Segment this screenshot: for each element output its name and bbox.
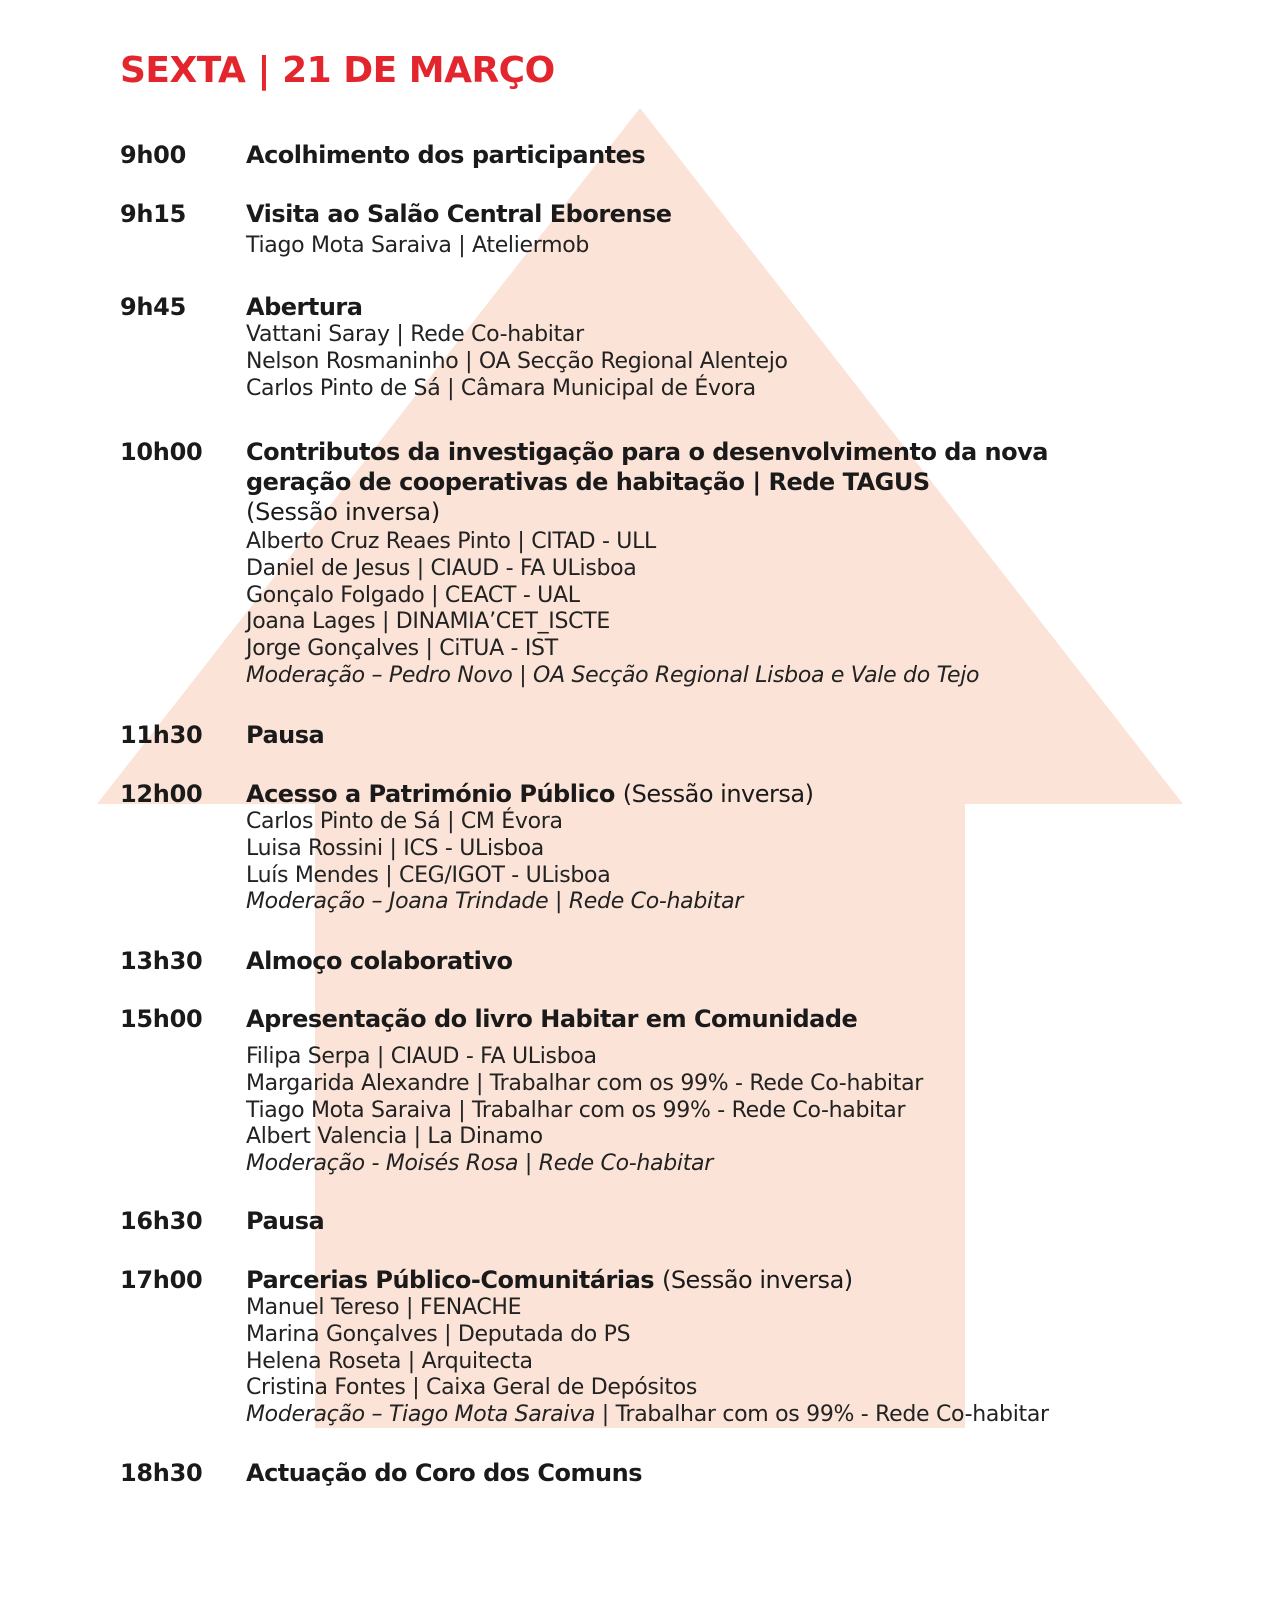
- moderator: Moderação – Pedro Novo | OA Secção Regional Lisboa e Vale do Tejo: [246, 662, 980, 688]
- session-time: 12h00: [120, 780, 203, 808]
- speaker: Margarida Alexandre | Trabalhar com os 99% - Rede Co-habitar: [246, 1070, 923, 1096]
- session-title: Abertura: [246, 293, 363, 321]
- session-title: Pausa: [246, 1207, 325, 1235]
- speaker: Luís Mendes | CEG/IGOT - ULisboa: [246, 862, 611, 888]
- session-note: (Sessão inversa): [246, 498, 440, 526]
- session-title: Acesso a Património Público: [246, 780, 615, 808]
- schedule-item: [120, 1265, 1250, 1429]
- session-time: 9h15: [120, 200, 186, 228]
- session-time: 13h30: [120, 947, 203, 975]
- session-title: Parcerias Público-Comunitárias: [246, 1266, 655, 1294]
- speaker: Alberto Cruz Reaes Pinto | CITAD - ULL: [246, 529, 657, 554]
- speaker: Carlos Pinto de Sá | Câmara Municipal de Évora: [246, 375, 756, 401]
- speaker: Tiago Mota Saraiva | Trabalhar com os 99% - Rede Co-habitar: [246, 1097, 906, 1123]
- schedule-item: [120, 946, 1250, 976]
- schedule-item: [120, 779, 1250, 916]
- speaker: Tiago Mota Saraiva | Ateliermob: [246, 233, 590, 258]
- speaker: Albert Valencia | La Dinamo: [246, 1124, 543, 1150]
- session-time: 15h00: [120, 1005, 203, 1033]
- speaker: Vattani Saray | Rede Co-habitar: [246, 322, 584, 347]
- session-time: 9h45: [120, 293, 186, 321]
- session-title: Acolhimento dos participantes: [246, 141, 646, 169]
- session-title: Pausa: [246, 721, 325, 749]
- speaker: Helena Roseta | Arquitecta: [246, 1348, 533, 1374]
- speaker: Daniel de Jesus | CIAUD - FA ULisboa: [246, 555, 637, 581]
- speaker: Marina Gonçalves | Deputada do PS: [246, 1321, 631, 1347]
- session-time: 18h30: [120, 1459, 203, 1487]
- schedule-item: [120, 1206, 1250, 1236]
- session-time: 10h00: [120, 438, 203, 466]
- speaker: Filipa Serpa | CIAUD - FA ULisboa: [246, 1044, 597, 1069]
- session-time: 11h30: [120, 721, 203, 749]
- session-time: 9h00: [120, 141, 186, 169]
- schedule-item: [120, 1458, 1250, 1488]
- speaker: Nelson Rosmaninho | OA Secção Regional Alentejo: [246, 348, 788, 374]
- speaker: Carlos Pinto de Sá | CM Évora: [246, 809, 563, 834]
- session-title-continued: geração de cooperativas de habitação | Rede TAGUS: [246, 468, 930, 496]
- schedule-item: [120, 720, 1250, 750]
- session-time: 16h30: [120, 1207, 203, 1235]
- session-note: (Sessão inversa): [622, 780, 814, 808]
- speaker: Gonçalo Folgado | CEACT - UAL: [246, 582, 580, 608]
- page-title: SEXTA | 21 DE MARÇO: [120, 50, 555, 91]
- moderator: [246, 1402, 1250, 1429]
- schedule-item: [120, 292, 1250, 402]
- session-time: 17h00: [120, 1266, 203, 1294]
- session-title: Visita ao Salão Central Eborense: [246, 200, 672, 228]
- session-title: Actuação do Coro dos Comuns: [246, 1459, 642, 1487]
- speaker: Jorge Gonçalves | CiTUA - IST: [246, 636, 558, 662]
- schedule-item: [120, 437, 1250, 690]
- speaker: Manuel Tereso | FENACHE: [246, 1295, 522, 1320]
- schedule-item: [120, 1004, 1250, 1178]
- moderator: Moderação - Moisés Rosa | Rede Co-habitar: [246, 1151, 713, 1177]
- schedule-item: [120, 199, 1250, 260]
- session-title: Contributos da investigação para o desenvolvimento da nova: [246, 438, 1048, 466]
- speaker: Cristina Fontes | Caixa Geral de Depósitos: [246, 1375, 698, 1401]
- moderator-affiliation: Trabalhar com os 99% - Rede Co-habitar: [608, 1402, 1049, 1428]
- session-note: (Sessão inversa): [661, 1266, 853, 1294]
- schedule-item: [120, 140, 1250, 170]
- speaker: Luisa Rossini | ICS - ULisboa: [246, 835, 544, 861]
- moderator-label: Moderação – Tiago Mota Saraiva |: [246, 1402, 609, 1428]
- speaker: Joana Lages | DINAMIA’CET_ISCTE: [246, 609, 610, 635]
- moderator: Moderação – Joana Trindade | Rede Co-habitar: [246, 889, 744, 915]
- session-title: Almoço colaborativo: [246, 947, 513, 975]
- session-title: Apresentação do livro Habitar em Comunidade: [246, 1005, 858, 1033]
